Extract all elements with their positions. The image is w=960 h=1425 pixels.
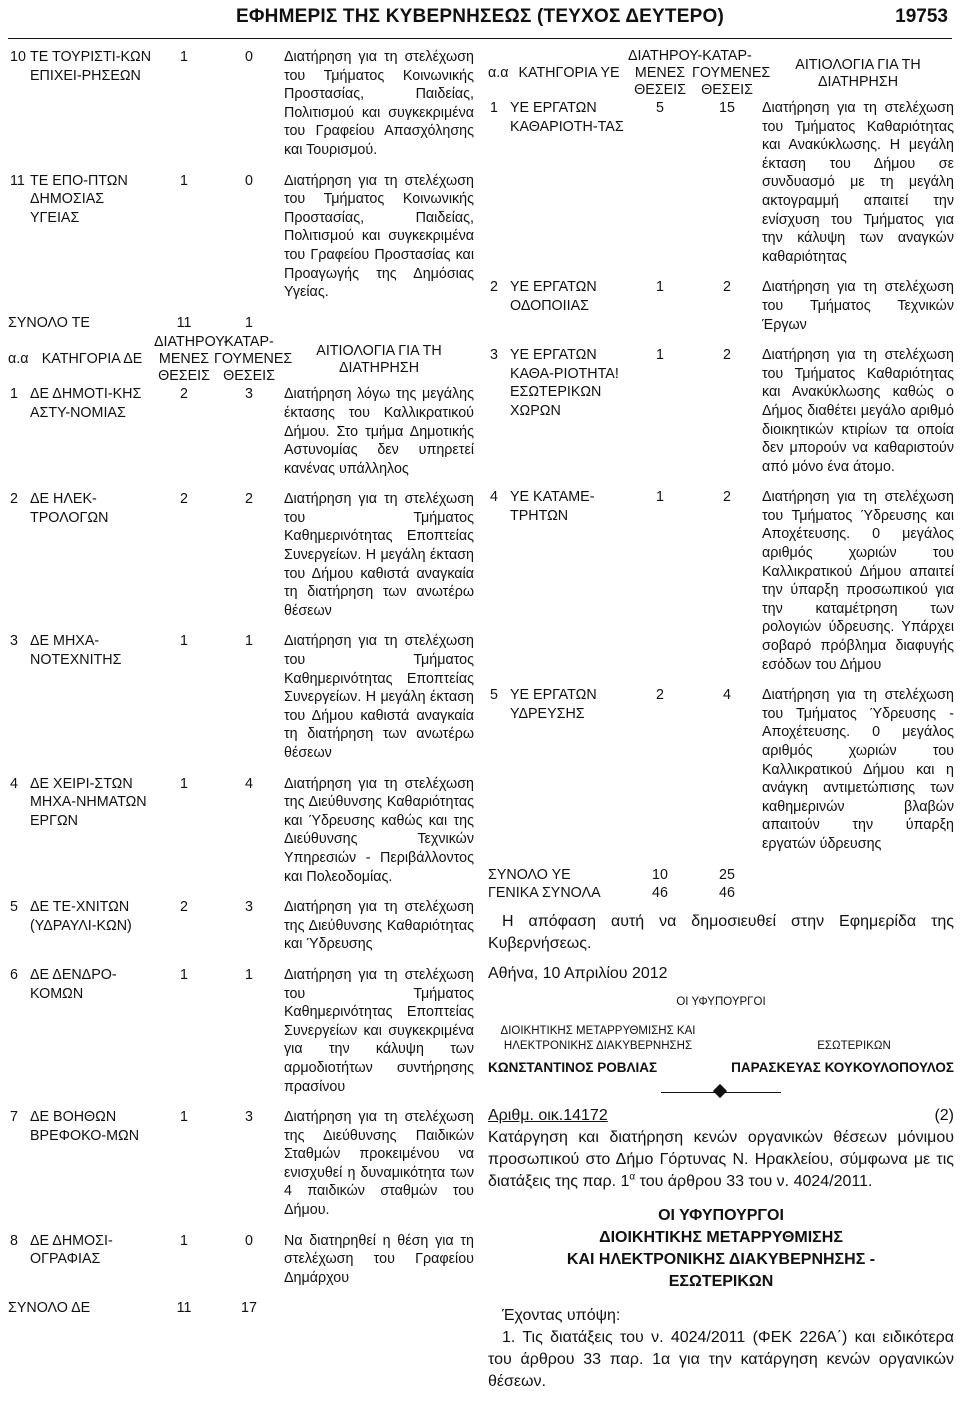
total-blank [284, 1299, 474, 1318]
header-category: ΚΑΤΗΓΟΡΙΑ ΔΕ [41, 351, 143, 368]
table-header-row [488, 48, 954, 99]
date-place: Αθήνα, 10 Απριλίου 2012 [488, 964, 668, 982]
row-kept-count: 1 [656, 347, 664, 364]
table-row [8, 172, 474, 314]
row-kept-count: 1 [180, 172, 188, 189]
total-abolished: 46 [719, 885, 735, 902]
header-aa: α.α [488, 65, 509, 81]
diamond-icon [713, 1084, 727, 1098]
table-row [8, 48, 474, 172]
table-row [8, 1232, 474, 1300]
total-label: ΣΥΝΟΛΟ ΤΕ [8, 314, 90, 331]
publish-clause: Η απόφαση αυτή να δημοσιευθεί στην Εφημερίδα της Κυβερνήσεως. [488, 912, 954, 952]
row-reason: Διατήρηση για τη στελέχωση του Τμήματος Τεχνικών Έργων [762, 279, 954, 333]
row-reason: Διατήρηση για τη στελέχωση του Τμήματος Ύδρευσης - Αποχέτευσης. 0 μεγάλος αριθμός χωριών του Καλλικρατικού Δήμου και η ανάγκη αντιμετώπισης των καθημερινών βλαβών απαιτούν την ύπαρξη εργατών ύδρευσης [762, 687, 954, 852]
total-label: ΓΕΝΙΚΑ ΣΥΝΟΛΑ [488, 885, 601, 902]
row-kept-count: 2 [180, 899, 188, 916]
row-category: ΥΕ ΕΡΓΑΤΩΝ ΚΑΘΑ-ΡΙΟΤΗΤΑ! ΕΣΩΤΕΡΙΚΩΝ ΧΩΡΩΝ [510, 347, 619, 419]
page-number: 19753 [895, 6, 948, 27]
row-reason: Διατήρηση για τη στελέχωση του Τμήματος Ύδρευσης και Αποχέτευσης. 0 μεγάλος αριθμός χωριών του Καλλικρατικού Δήμου απαιτεί την ύπαρξη προσωπικού για την καταμέτρηση των ρολογιών ύδρευσης. Υπάρχει σοβαρό πρόβλημα διαφυγής εσόδων του Δήμου [762, 489, 954, 673]
ye-table [488, 48, 954, 903]
row-reason: Διατήρηση για τη στελέχωση του Τμήματος Κοινωνικής Προστασίας, Παιδείας, Πολιτισμού και συγκεκριμένα του Γραφείου Απασχόλησης και Τουρισμού. [284, 49, 474, 158]
decision-title-text-end: του άρθρου 33 του ν. 4024/2011. [635, 1172, 873, 1190]
row-kept-count: 5 [656, 100, 664, 116]
te-table [8, 48, 474, 332]
row-number: 10 [10, 49, 26, 65]
row-number: 4 [10, 775, 18, 792]
row-number: 5 [10, 899, 18, 916]
header-abolished: ΚΑΤΑΡ-ΓΟΥΜΕΝΕΣ ΘΕΣΕΙΣ [692, 48, 771, 98]
row-kept-count: 2 [180, 386, 188, 403]
row-kept-count: 1 [180, 633, 188, 650]
decision-title-sup: α [629, 1171, 636, 1183]
heading-line-4: ΕΣΩΤΕΡΙΚΩΝ [668, 1272, 774, 1290]
having-regard: Έχοντας υπόψη: [502, 1306, 621, 1324]
total-kept: 11 [176, 314, 192, 331]
row-kept-count: 1 [180, 775, 188, 792]
row-number: 4 [490, 489, 498, 506]
row-kept-count: 2 [656, 687, 664, 704]
row-abolished-count: 4 [723, 687, 731, 704]
row-category: ΥΕ ΕΡΓΑΤΩΝ ΥΔΡΕΥΣΗΣ [510, 687, 597, 722]
header-reason: ΑΙΤΙΟΛΟΓΙΑ ΓΙΑ ΤΗ ΔΙΑΤΗΡΗΣΗ [316, 342, 442, 376]
row-number: 7 [10, 1109, 18, 1126]
total-blank [762, 884, 954, 903]
row-reason: Διατήρηση για τη στελέχωση του Τμήματος Καθημερινότητας Εποπτείας Συνεργείων. Η μεγάλη έκταση του Δήμου καθιστά αναγκαία τη διατήρηση των ανωτέρω θέσεων [284, 633, 474, 761]
row-reason: Διατήρηση για τη στελέχωση του Τμήματος Καθαριότητας και Ανακύκλωσης καθώς ο Δήμος διαθέτει μεγάλο αριθμό διοικητικών κτιρίων τα οποία δεν μπορούν να καθαριστούν από μόνο ένα άτομο. [762, 347, 954, 475]
row-kept-count: 1 [656, 489, 664, 506]
gazette-title: ΕΦΗΜΕΡΙΣ ΤΗΣ ΚΥΒΕΡΝΗΣΕΩΣ (ΤΕΥΧΟΣ ΔΕΥΤΕΡΟ) [236, 6, 724, 27]
row-abolished-count: 1 [245, 633, 253, 650]
row-category: ΔΕ ΒΟΗΘΩΝ ΒΡΕΦΟΚΟ-ΜΩΝ [30, 1109, 140, 1144]
row-kept-count: 1 [180, 966, 188, 983]
row-number: 2 [10, 491, 18, 508]
table-row [8, 966, 474, 1108]
left-column [8, 48, 474, 1418]
row-number: 11 [10, 172, 25, 189]
header-category: ΚΑΤΗΓΟΡΙΑ ΥΕ [518, 65, 620, 81]
row-reason: Διατήρηση για τη στελέχωση του Τμήματος Καθημερινότητας Εποπτείας Συνεργείων και συγκεκριμένα για την κάλυψη των αρμοδιοτήτων συντήρησης πρασίνου [284, 966, 474, 1095]
total-blank [284, 314, 474, 333]
row-abolished-count: 2 [723, 489, 731, 506]
table-row [488, 99, 954, 278]
row-number: 5 [490, 687, 498, 704]
row-category: ΥΕ ΚΑΤΑΜΕ-ΤΡΗΤΩΝ [510, 489, 595, 524]
row-abolished-count: 0 [245, 1232, 253, 1249]
ministers-heading [488, 1205, 954, 1293]
row-category: ΤΕ ΤΟΥΡΙΣΤΙ-ΚΩΝ ΕΠΙΧΕΙ-ΡΗΣΕΩΝ [30, 49, 152, 84]
row-reason: Να διατηρηθεί η θέση για τη στελέχωση του Γραφείου Δημάρχου [284, 1232, 474, 1286]
header-kept: ΔΙΑΤΗΡΟΥ-ΜΕΝΕΣ ΘΕΣΕΙΣ [154, 334, 229, 385]
row-category: ΤΕ ΕΠΟ-ΠΤΩΝ ΔΗΜΟΣΙΑΣ ΥΓΕΙΑΣ [30, 172, 128, 226]
ministry-right: ΕΣΩΤΕΡΙΚΩΝ [817, 1039, 891, 1052]
row-reason: Διατήρηση για τη στελέχωση του Τμήματος Καθημερινότητας Εποπτείας Συνεργείων. Η μεγάλη έκταση του Δήμου καθιστά αναγκαία τη διατήρηση των ανωτέρω θέσεων [284, 491, 474, 619]
table-row [8, 490, 474, 632]
row-number: 6 [10, 966, 18, 983]
row-abolished-count: 2 [723, 347, 731, 364]
row-kept-count: 1 [656, 279, 664, 296]
total-kept: 11 [176, 1300, 192, 1317]
signer-right: ΠΑΡΑΣΚΕΥΑΣ ΚΟΥΚΟΥΛΟΠΟΥΛΟΣ [731, 1059, 954, 1075]
row-abolished-count: 4 [245, 775, 253, 792]
header-abolished: ΚΑΤΑΡ-ΓΟΥΜΕΝΕΣ ΘΕΣΕΙΣ [214, 334, 293, 385]
section-divider [661, 1085, 781, 1099]
row-abolished-count: 2 [723, 279, 731, 296]
row-reason: Διατήρηση λόγω της μεγάλης έκτασης του Καλλικρατικού Δήμου. Στο τμήμα Δημοτικής Αστυνομίας δεν υπηρετεί κανένας υπάλληλος [284, 386, 474, 477]
heading-line-2: ΔΙΟΙΚΗΤΙΚΗΣ ΜΕΤΑΡΡΥΘΜΙΣΗΣ [599, 1228, 843, 1246]
row-abolished-count: 3 [245, 899, 253, 916]
ministers-label: ΟΙ ΥΦΥΠΟΥΡΓΟΙ [676, 995, 766, 1008]
page-header [0, 6, 960, 34]
row-kept-count: 1 [180, 49, 188, 65]
de-table [8, 334, 474, 1318]
row-category: ΔΕ ΧΕΙΡΙ-ΣΤΩΝ ΜΗΧΑ-ΝΗΜΑΤΩΝ ΕΡΓΩΝ [30, 775, 147, 829]
row-category: ΔΕ ΜΗΧΑ-ΝΟΤΕΧΝΙΤΗΣ [30, 633, 122, 669]
row-abolished-count: 1 [245, 966, 253, 983]
row-abolished-count: 3 [245, 386, 253, 403]
row-abolished-count: 15 [719, 100, 735, 116]
total-label: ΣΥΝΟΛΟ ΥΕ [488, 866, 571, 883]
decision-title [488, 1127, 954, 1193]
signer-left: ΚΩΝΣΤΑΝΤΙΝΟΣ ΡΟΒΛΙΑΣ [488, 1059, 658, 1075]
total-abolished: 25 [719, 866, 735, 883]
heading-line-3: ΚΑΙ ΗΛΕΚΤΡΟΝΙΚΗΣ ΔΙΑΚΥΒΕΡΝΗΣΗΣ - [566, 1250, 876, 1268]
row-number: 2 [490, 279, 498, 296]
table-row [488, 686, 954, 865]
row-number: 1 [10, 386, 18, 403]
total-row-de [8, 1299, 474, 1318]
reference-number: Αριθμ. οικ.14172 [488, 1106, 608, 1124]
total-row-ye [488, 866, 954, 885]
table-row [488, 488, 954, 686]
header-rule [8, 38, 952, 39]
row-kept-count: 1 [180, 1232, 188, 1249]
reference-index: (2) [934, 1106, 954, 1124]
total-row-grand [488, 884, 954, 903]
table-row [8, 632, 474, 774]
header-reason: ΑΙΤΙΟΛΟΓΙΑ ΓΙΑ ΤΗ ΔΙΑΤΗΡΗΣΗ [795, 56, 921, 90]
row-reason: Διατήρηση για τη στελέχωση της Διεύθυνσης Παιδικών Σταθμών προκειμένου να ενισχυθεί η δυναμικότητα των 4 παιδικών σταθμών του Δήμου. [284, 1109, 474, 1219]
total-kept: 46 [652, 885, 668, 902]
regard-item-1: 1. Τις διατάξεις του ν. 4024/2011 (ΦΕΚ 226Α΄) και ειδικότερα του άρθρου 33 παρ. 1α για την κατάργηση κενών οργανικών θέσεων. [488, 1328, 954, 1390]
table-row [488, 278, 954, 346]
total-label: ΣΥΝΟΛΟ ΔΕ [8, 1300, 91, 1317]
row-reason: Διατήρηση για τη στελέχωση του Τμήματος Καθαριότητας και Ανακύκλωσης. Η μεγάλη έκταση του Δήμου σε συνδυασμό με τη μεγάλη ακτογραμμή απαιτεί την ενίσχυση του Τμήματος για την κάλυψη των αναγκών καθαριότητας [762, 100, 954, 265]
total-row-te [8, 314, 474, 333]
table-row [8, 1108, 474, 1232]
heading-line-1: ΟΙ ΥΦΥΠΟΥΡΓΟΙ [658, 1206, 784, 1224]
row-category: ΔΕ ΔΗΜΟΣΙ-ΟΓΡΑΦΙΑΣ [30, 1232, 113, 1268]
row-abolished-count: 2 [245, 491, 253, 508]
table-row [8, 775, 474, 899]
total-blank [762, 866, 954, 885]
header-kept: ΔΙΑΤΗΡΟΥ-ΜΕΝΕΣ ΘΕΣΕΙΣ [628, 48, 703, 98]
row-category: ΥΕ ΕΡΓΑΤΩΝ ΟΔΟΠΟΙΙΑΣ [510, 279, 597, 314]
row-kept-count: 2 [180, 491, 188, 508]
right-column [488, 48, 954, 1418]
ministry-row [488, 1024, 954, 1054]
row-number: 3 [10, 633, 18, 650]
row-kept-count: 1 [180, 1109, 188, 1126]
row-number: 8 [10, 1232, 18, 1249]
row-category: ΔΕ ΔΕΝΔΡΟ-ΚΟΜΩΝ [30, 966, 117, 1002]
table-row [8, 385, 474, 490]
row-number: 3 [490, 347, 498, 364]
total-kept: 10 [652, 866, 668, 883]
row-reason: Διατήρηση για τη στελέχωση του Τμήματος Κοινωνικής Προστασίας, Παιδείας, Πολιτισμού και συγκεκριμένα του Γραφείου Προστασίας και Προαγωγής της Δημόσιας Υγείας. [284, 172, 474, 301]
signatures [488, 1060, 954, 1075]
row-category: ΔΕ ΤΕ-ΧΝΙΤΩΝ (ΥΔΡΑΥΛΙ-ΚΩΝ) [30, 899, 132, 934]
header-aa: α.α [8, 351, 29, 368]
row-reason: Διατήρηση για τη στελέχωση της Διεύθυνσης Καθαριότητας και Ύδρευσης [284, 899, 474, 953]
table-header-row [8, 334, 474, 385]
ministry-left: ΔΙΟΙΚΗΤΙΚΗΣ ΜΕΤΑΡΡΥΘΜΙΣΗΣ ΚΑΙ ΗΛΕΚΤΡΟΝΙΚΗΣ ΔΙΑΚΥΒΕΡΝΗΣΗΣ [500, 1024, 696, 1052]
table-row [8, 898, 474, 966]
total-abolished: 17 [241, 1300, 257, 1317]
row-abolished-count: 0 [245, 172, 253, 189]
row-category: ΔΕ ΔΗΜΟΤΙ-ΚΗΣ ΑΣΤΥ-ΝΟΜΙΑΣ [30, 386, 142, 421]
row-abolished-count: 0 [245, 49, 253, 65]
decision-title-text: Κατάργηση και διατήρηση κενών οργανικών θέσεων μόνιμου προσωπικού στο Δήμο Γόρτυνας Ν. Ηρακλείου, σύμφωνα με τις διατάξεις της παρ. 1 [488, 1128, 954, 1190]
total-abolished: 1 [245, 314, 253, 331]
table-row [488, 346, 954, 488]
row-category: ΥΕ ΕΡΓΑΤΩΝ ΚΑΘΑΡΙΟΤΗ-ΤΑΣ [510, 100, 624, 135]
reference-row [488, 1105, 954, 1127]
row-reason: Διατήρηση για τη στελέχωση της Διεύθυνσης Καθαριότητας και Ύδρευσης καθώς και της Διεύθυνσης Τεχνικών Υπηρεσιών - Περιβάλλοντος και Πολεοδομίας. [284, 775, 474, 885]
row-abolished-count: 3 [245, 1109, 253, 1126]
row-number: 1 [490, 100, 498, 116]
row-category: ΔΕ ΗΛΕΚ-ΤΡΟΛΟΓΩΝ [30, 491, 109, 526]
